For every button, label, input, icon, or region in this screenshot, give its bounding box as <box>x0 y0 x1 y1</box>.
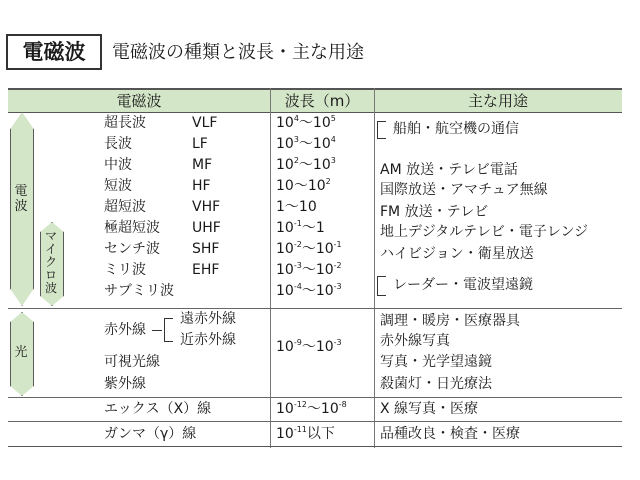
wl-base: 10 <box>307 178 326 194</box>
wl-exp: -2 <box>333 261 342 270</box>
wl-base: 10 <box>276 401 294 417</box>
use-visible: 写真・光学望遠鏡 <box>380 354 492 370</box>
wl-base: 10 <box>312 115 331 131</box>
wave-abbr: UHF <box>192 220 221 236</box>
wl-sep: 〜 <box>301 339 316 355</box>
row-divider <box>8 421 622 422</box>
wl-base: 10 <box>276 426 294 442</box>
visible-light-label: 可視光線 <box>104 354 160 370</box>
gamma-label: ガンマ（γ）線 <box>104 426 197 442</box>
header-uses: 主な用途 <box>467 92 528 110</box>
wave-wavelength <box>276 262 342 278</box>
use-mf: AM 放送・テレビ電話 <box>380 162 518 178</box>
wl-sep: 〜 <box>301 241 316 257</box>
wl-suffix: 以下 <box>306 426 335 442</box>
wl-exp: 2 <box>325 177 331 186</box>
wave-abbr: SHF <box>192 241 220 257</box>
table-bottom-border <box>8 446 622 447</box>
title-box: 電磁波 <box>6 34 102 70</box>
wl-base: 10 <box>312 136 331 152</box>
column-divider <box>270 88 271 448</box>
use-ehf-sub: レーダー・電波望遠鏡 <box>393 277 533 293</box>
wave-wavelength <box>276 115 336 131</box>
wl-exp: 4 <box>293 114 299 123</box>
use-vhf: FM 放送・テレビ <box>380 204 489 220</box>
wl-exp: 4 <box>330 135 336 144</box>
wave-name: 超長波 <box>104 115 146 131</box>
wl-base: 10 <box>276 283 294 299</box>
row-divider <box>8 308 622 309</box>
far-infrared-label: 遠赤外線 <box>180 311 236 327</box>
wl-base: 10 <box>315 339 334 355</box>
wl-sep: 〜 <box>306 401 321 417</box>
use-uhf: 地上デジタルテレビ・電子レンジ <box>380 224 589 240</box>
wave-wavelength <box>276 220 325 236</box>
wl-base: 10 <box>315 241 334 257</box>
wl-base: 10 <box>276 136 294 152</box>
wl-exp: 2 <box>293 156 299 165</box>
wave-wavelength <box>276 178 331 194</box>
use-gamma: 品種改良・検査・医療 <box>380 426 520 442</box>
infrared-bracket <box>164 318 173 342</box>
wave-name: 長波 <box>104 136 132 152</box>
table-header <box>8 88 622 113</box>
wl-exp: 3 <box>293 135 299 144</box>
use-xray: X 線写真・医療 <box>380 401 479 417</box>
wl-exp: -3 <box>333 338 342 347</box>
wl-exp: -1 <box>333 240 342 249</box>
group-wave-label: 電 波 <box>14 184 28 214</box>
wl-base: 1 <box>276 199 285 215</box>
wl-sep: 〜 <box>298 136 313 152</box>
wave-abbr: VLF <box>192 115 218 131</box>
column-divider <box>374 88 375 448</box>
light-wavelength <box>276 339 342 355</box>
wave-abbr: HF <box>192 178 211 194</box>
wl-exp: -3 <box>333 282 342 291</box>
wl-base: 10 <box>320 401 339 417</box>
wave-wavelength <box>276 136 336 152</box>
gamma-wavelength <box>276 426 335 442</box>
wl-base: 10 <box>315 262 334 278</box>
group-light-label: 光 <box>14 345 28 360</box>
wl-base: 10 <box>298 199 317 215</box>
wave-wavelength <box>276 283 342 299</box>
header-wavelength: 波長（m） <box>284 92 360 110</box>
use-uv: 殺菌灯・日光療法 <box>380 376 492 392</box>
wave-abbr: EHF <box>192 262 220 278</box>
use-vlf-lf: 船舶・航空機の通信 <box>393 121 519 137</box>
bracket-ehf-sub <box>377 276 386 296</box>
infrared-label: 赤外線 <box>104 322 146 338</box>
wave-wavelength <box>276 199 317 215</box>
wl-base: 10 <box>276 220 294 236</box>
wl-base: 10 <box>276 157 294 173</box>
use-far-ir: 調理・暖房・医療器具 <box>380 313 520 329</box>
row-divider <box>8 397 622 398</box>
wave-abbr: VHF <box>192 199 221 215</box>
wave-name: センチ波 <box>104 241 160 257</box>
wl-base: 10 <box>276 241 294 257</box>
wave-name: 極超短波 <box>104 220 160 236</box>
wl-exp: -8 <box>338 400 347 409</box>
wl-exp: 3 <box>330 156 336 165</box>
group-micro-label: マ イ ク ロ 波 <box>44 229 57 295</box>
wave-name: 中波 <box>104 157 132 173</box>
wl-exp: -2 <box>293 240 302 249</box>
wl-sep: 〜 <box>298 157 313 173</box>
wave-wavelength <box>276 157 336 173</box>
use-near-ir: 赤外線写真 <box>380 333 450 349</box>
near-infrared-label: 近赤外線 <box>180 332 236 348</box>
wl-base: 10 <box>315 283 334 299</box>
wl-sep: 〜 <box>301 262 316 278</box>
use-hf: 国際放送・アマチュア無線 <box>380 182 548 198</box>
wl-sep: 〜 <box>284 199 299 215</box>
wl-exp: -1 <box>293 219 302 228</box>
wave-abbr: MF <box>192 157 213 173</box>
wl-exp: -12 <box>293 400 307 409</box>
header-wave: 電磁波 <box>116 92 162 110</box>
wl-base: 10 <box>276 115 294 131</box>
wl-base: 10 <box>276 339 294 355</box>
wl-exp: -3 <box>293 261 302 270</box>
wave-wavelength <box>276 241 342 257</box>
wave-name: 超短波 <box>104 199 146 215</box>
wl-base: 10 <box>276 262 294 278</box>
infrared-connector <box>152 330 162 331</box>
wl-sep: 〜 <box>293 178 308 194</box>
bracket-vlf-lf <box>377 121 386 139</box>
xray-label: エックス（X）線 <box>104 401 212 417</box>
wl-sep: 〜 <box>301 283 316 299</box>
wl-exp: -9 <box>293 338 302 347</box>
wave-abbr: LF <box>192 136 208 152</box>
wl-base: 10 <box>312 157 331 173</box>
wl-exp: -4 <box>293 282 302 291</box>
use-shf: ハイビジョン・衛星放送 <box>380 246 534 262</box>
xray-wavelength <box>276 401 347 417</box>
wave-name: ミリ波 <box>104 262 146 278</box>
wl-sep: 〜 <box>298 115 313 131</box>
ultraviolet-label: 紫外線 <box>104 376 146 392</box>
page-title: 電磁波の種類と波長・主な用途 <box>112 42 364 63</box>
wl-exp: -11 <box>293 425 307 434</box>
wl-base: 10 <box>276 178 294 194</box>
wave-name: サブミリ波 <box>104 283 174 299</box>
wl-exp: 5 <box>330 114 336 123</box>
wave-name: 短波 <box>104 178 132 194</box>
wl-sep: 〜 <box>301 220 316 236</box>
wl-base: 1 <box>315 220 325 236</box>
